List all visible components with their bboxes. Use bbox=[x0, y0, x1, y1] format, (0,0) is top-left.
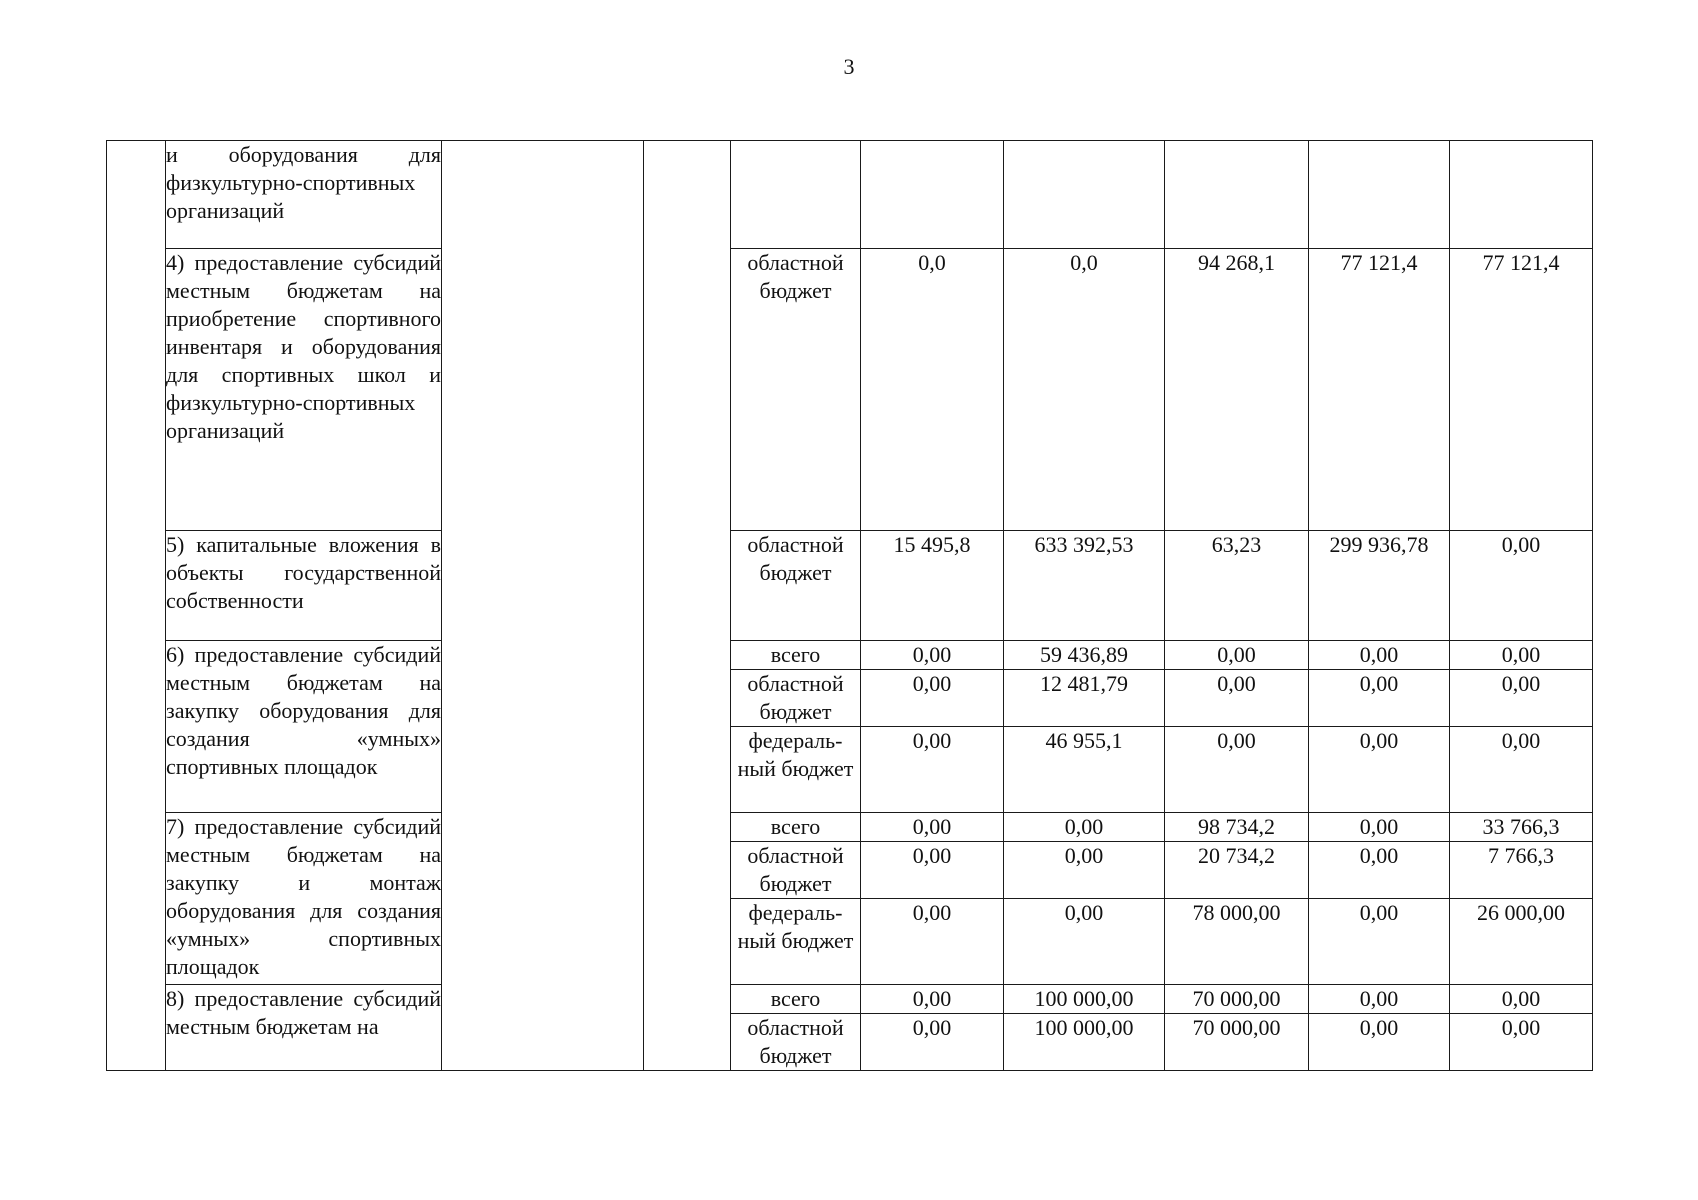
amount-cell: 78 000,00 bbox=[1165, 899, 1309, 985]
amount-cell: 299 936,78 bbox=[1309, 531, 1450, 641]
amount-cell: 0,00 bbox=[1165, 641, 1309, 670]
amount-cell: 94 268,1 bbox=[1165, 249, 1309, 531]
amount-cell: 0,00 bbox=[861, 813, 1004, 842]
amount-cell: 46 955,1 bbox=[1004, 727, 1165, 813]
amount-cell: 0,00 bbox=[1165, 670, 1309, 727]
measure-description: 8) предоставление субсидий местным бюджетам на bbox=[166, 985, 442, 1071]
funding-source: областной бюджет bbox=[731, 670, 861, 727]
table-row bbox=[107, 531, 1593, 641]
amount-cell: 100 000,00 bbox=[1004, 1014, 1165, 1071]
budget-table bbox=[106, 140, 1593, 1071]
amount-cell: 0,0 bbox=[861, 249, 1004, 531]
amount-cell: 0,00 bbox=[1309, 670, 1450, 727]
table-row bbox=[107, 141, 1593, 249]
funding-source: федераль-ный бюджет bbox=[731, 899, 861, 985]
amount-cell: 100 000,00 bbox=[1004, 985, 1165, 1014]
amount-cell: 0,00 bbox=[1165, 727, 1309, 813]
amount-cell: 0,00 bbox=[1309, 641, 1450, 670]
funding-source: областной бюджет bbox=[731, 842, 861, 899]
amount-cell: 0,00 bbox=[861, 842, 1004, 899]
amount-cell bbox=[1165, 141, 1309, 249]
funding-source: областной бюджет bbox=[731, 531, 861, 641]
table-row bbox=[107, 985, 1593, 1014]
amount-cell: 0,00 bbox=[1309, 899, 1450, 985]
amount-cell: 0,00 bbox=[861, 641, 1004, 670]
amount-cell: 15 495,8 bbox=[861, 531, 1004, 641]
table-row bbox=[107, 641, 1593, 670]
amount-cell bbox=[1004, 141, 1165, 249]
amount-cell: 0,00 bbox=[1004, 899, 1165, 985]
funding-source bbox=[731, 141, 861, 249]
amount-cell: 0,00 bbox=[1450, 670, 1593, 727]
amount-cell: 70 000,00 bbox=[1165, 1014, 1309, 1071]
index-column-cell bbox=[107, 141, 166, 1071]
amount-cell: 0,00 bbox=[1309, 985, 1450, 1014]
amount-cell: 63,23 bbox=[1165, 531, 1309, 641]
amount-cell: 0,00 bbox=[861, 670, 1004, 727]
amount-cell: 7 766,3 bbox=[1450, 842, 1593, 899]
amount-cell: 0,00 bbox=[1309, 813, 1450, 842]
amount-cell: 12 481,79 bbox=[1004, 670, 1165, 727]
amount-cell: 633 392,53 bbox=[1004, 531, 1165, 641]
amount-cell: 0,00 bbox=[861, 899, 1004, 985]
amount-cell: 0,00 bbox=[861, 985, 1004, 1014]
funding-source: областной бюджет bbox=[731, 1014, 861, 1071]
funding-source: всего bbox=[731, 641, 861, 670]
amount-cell: 70 000,00 bbox=[1165, 985, 1309, 1014]
measure-description: 7) предоставление субсидий местным бюджетам на закупку и монтаж оборудования для создания «умных» спортивных площадок bbox=[166, 813, 442, 985]
amount-cell: 20 734,2 bbox=[1165, 842, 1309, 899]
executor-column-cell bbox=[442, 141, 644, 1071]
amount-cell: 0,0 bbox=[1004, 249, 1165, 531]
funding-source: федераль-ный бюджет bbox=[731, 727, 861, 813]
table-row bbox=[107, 813, 1593, 842]
measure-description: 6) предоставление субсидий местным бюджетам на закупку оборудования для создания «умных» спортивных площадок bbox=[166, 641, 442, 813]
amount-cell: 26 000,00 bbox=[1450, 899, 1593, 985]
amount-cell: 0,00 bbox=[1004, 842, 1165, 899]
amount-cell: 0,00 bbox=[1450, 1014, 1593, 1071]
funding-source: областной бюджет bbox=[731, 249, 861, 531]
page-number: 3 bbox=[843, 54, 855, 79]
table-row bbox=[107, 249, 1593, 531]
amount-cell: 0,00 bbox=[1309, 1014, 1450, 1071]
funding-source: всего bbox=[731, 985, 861, 1014]
amount-cell bbox=[1450, 141, 1593, 249]
funding-source: всего bbox=[731, 813, 861, 842]
amount-cell: 0,00 bbox=[1450, 985, 1593, 1014]
amount-cell: 0,00 bbox=[1450, 727, 1593, 813]
amount-cell: 59 436,89 bbox=[1004, 641, 1165, 670]
amount-cell: 77 121,4 bbox=[1450, 249, 1593, 531]
amount-cell: 0,00 bbox=[1450, 641, 1593, 670]
amount-cell: 33 766,3 bbox=[1450, 813, 1593, 842]
amount-cell: 77 121,4 bbox=[1309, 249, 1450, 531]
measure-description: 4) предоставление субсидий местным бюджетам на приобретение спортивного инвентаря и оборудования для спортивных школ и физкультурно-спортивных организаций bbox=[166, 249, 442, 531]
amount-cell bbox=[1309, 141, 1450, 249]
period-column-cell bbox=[644, 141, 731, 1071]
amount-cell: 0,00 bbox=[1309, 842, 1450, 899]
amount-cell: 0,00 bbox=[861, 1014, 1004, 1071]
amount-cell: 0,00 bbox=[1004, 813, 1165, 842]
amount-cell: 98 734,2 bbox=[1165, 813, 1309, 842]
amount-cell: 0,00 bbox=[1309, 727, 1450, 813]
amount-cell: 0,00 bbox=[861, 727, 1004, 813]
amount-cell bbox=[861, 141, 1004, 249]
measure-description: 5) капитальные вложения в объекты государственной собственности bbox=[166, 531, 442, 641]
measure-description: и оборудования для физкультурно-спортивных организаций bbox=[166, 141, 442, 249]
amount-cell: 0,00 bbox=[1450, 531, 1593, 641]
